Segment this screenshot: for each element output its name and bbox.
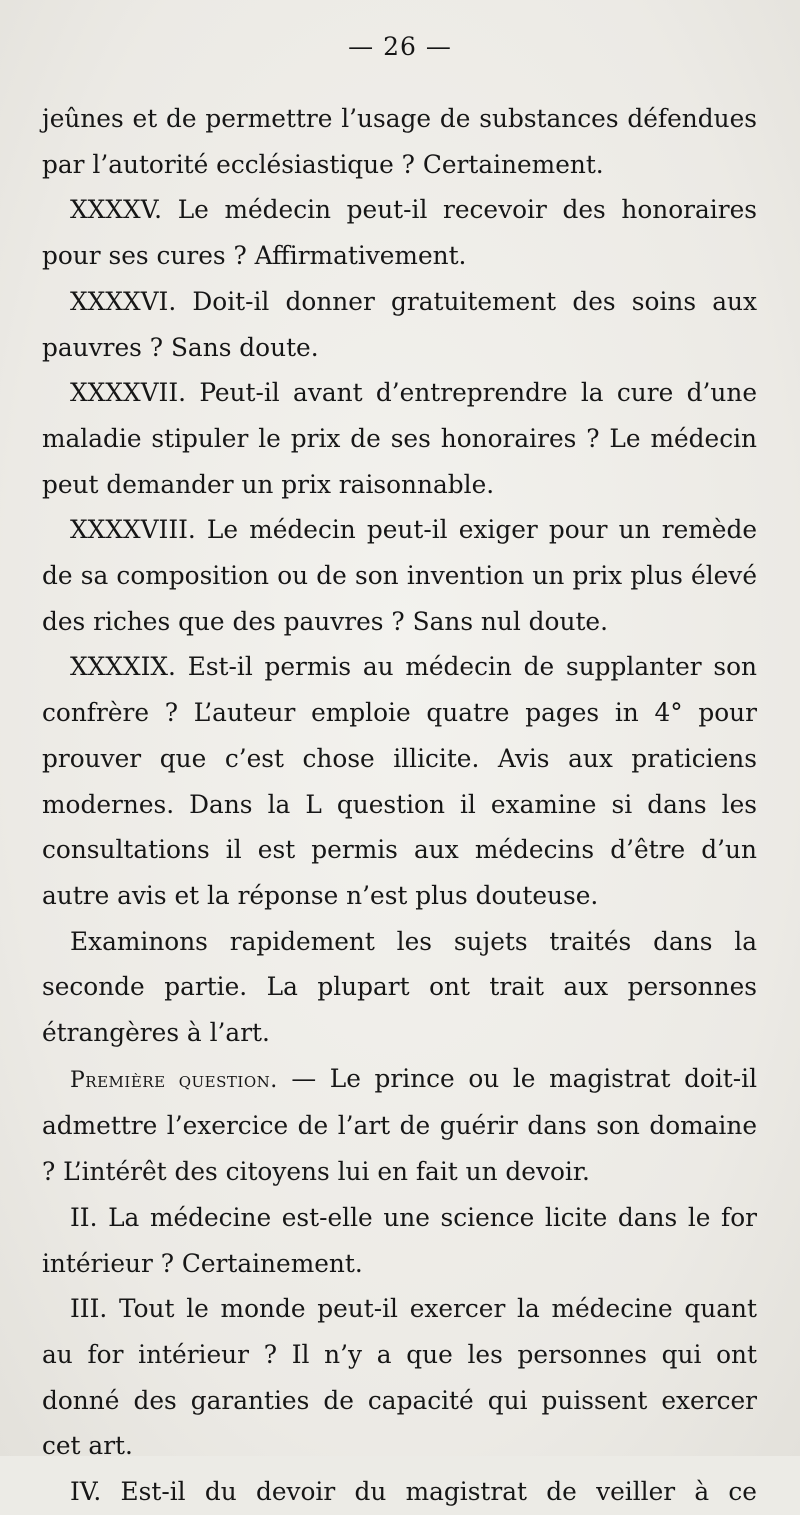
question-text: — Le prince ou le magistrat doit-il admettre l’exercice de l’art de guérir dans son domaine ? L’intérêt des citoyens lui en fait un devoir. [42, 1063, 758, 1187]
paragraph-xxxxvii: XXXXVII. Peut-il avant d’entreprendre la cure d’une maladie stipuler le prix de ses honoraires ? Le médecin peut demander un prix raisonnable. [42, 378, 757, 499]
paragraph-ii: II. La médecine est-elle une science licite dans le for intérieur ? Certainement. [42, 1202, 757, 1278]
paragraph-xxxxviii: XXXXVIII. Le médecin peut-il exiger pour un remède de sa composition ou de son invention un prix plus élevé des riches que des pauvres ? Sans nul doute. [42, 515, 757, 636]
page-number: — 26 — [348, 32, 452, 61]
paragraph-xxxxv: XXXXV. Le médecin peut-il recevoir des honoraires pour ses cures ? Affirmativement. [42, 195, 757, 271]
paragraph-continuation: jeûnes et de permettre l’usage de substances défendues par l’autorité ecclésiastique ? Certainement. [42, 104, 757, 179]
paragraph-iii: III. Tout le monde peut-il exercer la médecine quant au for intérieur ? Il n’y a que les personnes qui ont donné des garanties de capacité qui puissent exercer cet art. [42, 1294, 757, 1461]
paragraph-seconde-partie: Examinons rapidement les sujets traités dans la seconde partie. La plupart ont trait aux personnes étrangères à l’art. [42, 926, 757, 1048]
question-lead: Première question. [70, 1067, 278, 1093]
paragraph-xxxxix: XXXXIX. Est-il permis au médecin de supplanter son confrère ? L’auteur emploie quatre pages in 4° pour prouver que c’est chose illicite. Avis aux praticiens modernes. Dans la L question il examine si dans les consultations il est permis aux médecins d’être d’un autre avis et la réponse n’est plus douteuse. [42, 652, 757, 910]
paragraph-xxxxvi: XXXXVI. Doit-il donner gratuitement des soins aux pauvres ? Sans doute. [42, 286, 757, 362]
body-text [42, 96, 757, 1515]
paragraph-premiere-question [42, 1056, 757, 1195]
paragraph-iv: IV. Est-il du devoir du magistrat de veiller à ce [70, 1477, 757, 1507]
